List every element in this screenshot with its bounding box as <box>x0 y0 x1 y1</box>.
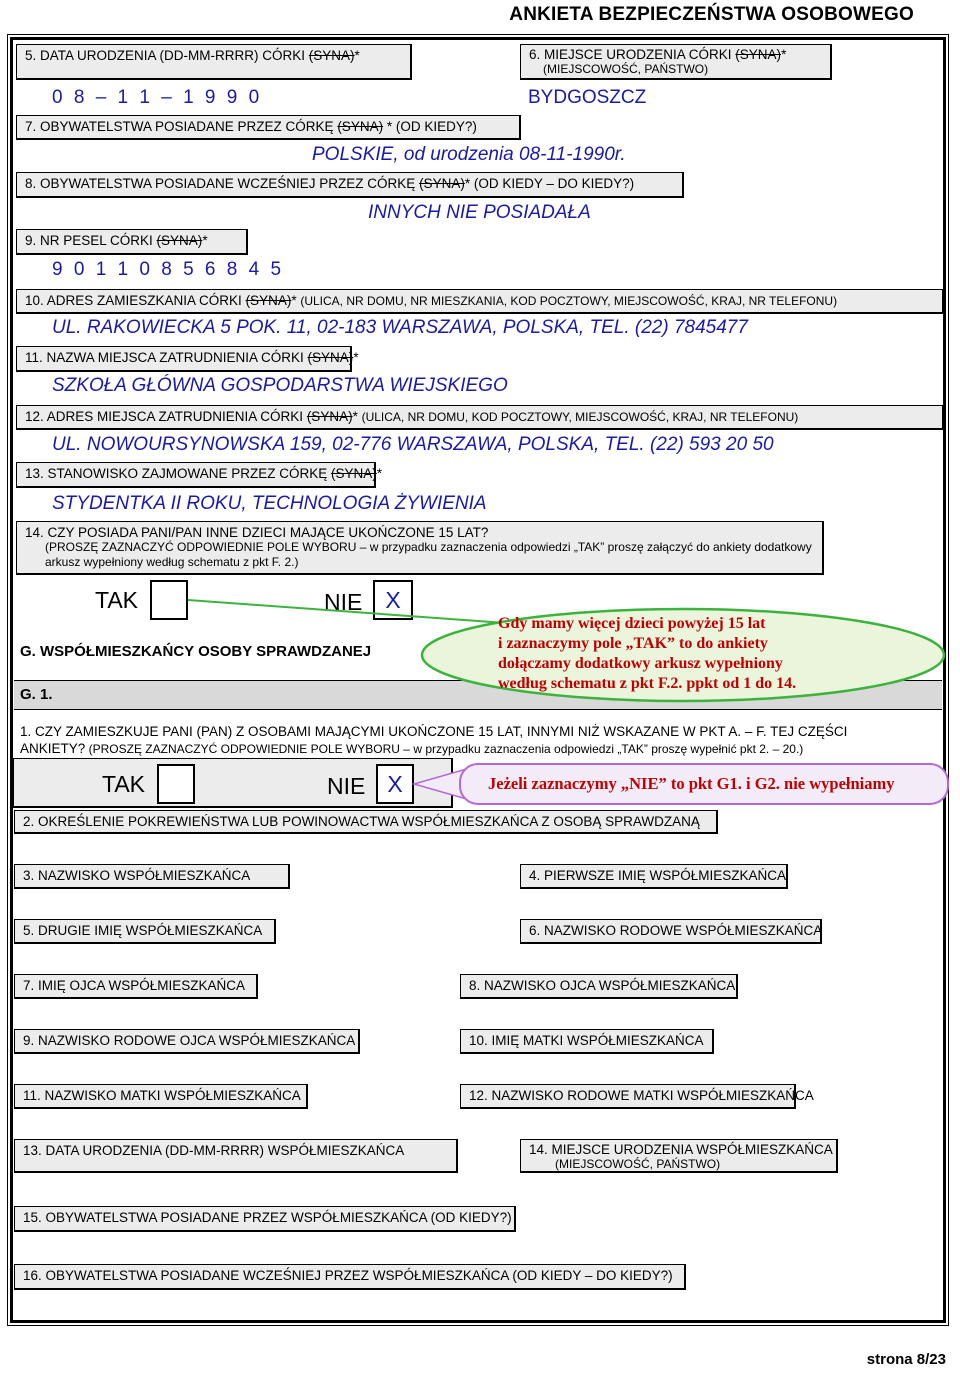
field-label-employer-address: 12. ADRES MIEJSCA ZATRUDNIENIA CÓRKI (SYNA)* (ULICA, NR DOMU, KOD POCZTOWY, MIEJSCOWOŚĆ, KRAJ, NR TELEFONU) <box>16 405 944 430</box>
birth-place-value[interactable]: BYDGOSZCZ <box>528 87 647 108</box>
field-label-pesel: 9. NR PESEL CÓRKI (SYNA)* <box>16 229 248 255</box>
field-label-father-surname[interactable]: 8. NAZWISKO OJCA WSPÓŁMIESZKAŃCA <box>460 974 738 999</box>
field-label-birth-place: 6. MIEJSCE URODZENIA CÓRKI (SYNA)* (MIEJSCOWOŚĆ, PAŃSTWO) <box>520 44 832 80</box>
field-label-home-address: 10. ADRES ZAMIESZKANIA CÓRKI (SYNA)* (ULICA, NR DOMU, NR MIESZKANIA, KOD POCZTOWY, MIEJSCOWOŚĆ, KRAJ, NR TELEFONU) <box>16 289 944 314</box>
cohabitants-no-checkbox[interactable]: X <box>376 764 414 804</box>
field-label-other-children: 14. CZY POSIADA PANI/PAN INNE DZIECI MAJĄCE UKOŃCZONE 15 LAT? (PROSZĘ ZAZNACZYĆ ODPOWIEDNIE POLE WYBORU – w przypadku zaznaczenia odpowiedzi „TAK” proszę załączyć do ankiety dodatkowy arkusz wypełniony według schematu z pkt F. 2.) <box>16 521 824 575</box>
cohabitants-question: 1. CZY ZAMIESZKUJE PANI (PAN) Z OSOBAMI MAJĄCYMI UKOŃCZONE 15 LAT, INNYMI NIŻ WSKAZANE W PKT A. – F. TEJ CZĘŚCI ANKIETY? (PROSZĘ ZAZNACZYĆ ODPOWIEDNIE POLE WYBORU – w przypadku zaznaczenia odpowiedzi „TAK” proszę wypełnić pkt 2. – 20.) <box>20 724 848 756</box>
field-label-employer-name: 11. NAZWA MIEJSCA ZATRUDNIENIA CÓRKI (SYNA)* <box>16 346 352 372</box>
other-children-no-label: NIE <box>324 589 363 615</box>
field-label-cohabitant-surname[interactable]: 3. NAZWISKO WSPÓŁMIESZKAŃCA <box>14 864 290 889</box>
employer-address-value[interactable]: UL. NOWOURSYNOWSKA 159, 02-776 WARSZAWA, POLSKA, TEL. (22) 593 20 50 <box>52 434 774 455</box>
citizenship-value[interactable]: POLSKIE, od urodzenia 08-11-1990r. <box>312 144 626 165</box>
field-label-mother-maiden-name[interactable]: 12. NAZWISKO RODOWE MATKI WSPÓŁMIESZKAŃCA <box>460 1084 796 1109</box>
field-label-cohabitant-first-name[interactable]: 4. PIERWSZE IMIĘ WSPÓŁMIESZKAŃCA <box>520 864 788 889</box>
previous-citizenship-value[interactable]: INNYCH NIE POSIADAŁA <box>368 202 591 223</box>
pesel-value[interactable]: 9 0 1 1 0 8 5 6 8 4 5 <box>52 259 285 280</box>
field-label-birth-date: 5. DATA URODZENIA (DD-MM-RRRR) CÓRKI (SYNA)* <box>16 44 412 80</box>
birth-date-value[interactable]: 0 8 – 1 1 – 1 9 9 0 <box>52 87 263 108</box>
field-label-cohabitant-maiden-name[interactable]: 6. NAZWISKO RODOWE WSPÓŁMIESZKAŃCA <box>520 919 822 944</box>
field-label-father-first-name[interactable]: 7. IMIĘ OJCA WSPÓŁMIESZKAŃCA <box>14 974 258 999</box>
field-label-citizenship: 7. OBYWATELSTWA POSIADANE PRZEZ CÓRKĘ (SYNA) * (OD KIEDY?) <box>16 115 521 140</box>
page-number: strona 8/23 <box>866 1351 946 1368</box>
other-children-yes-label: TAK <box>95 587 139 613</box>
field-label-father-maiden-name[interactable]: 9. NAZWISKO RODOWE OJCA WSPÓŁMIESZKAŃCA <box>14 1029 360 1054</box>
field-label-cohabitant-birth-place[interactable]: 14. MIEJSCE URODZENIA WSPÓŁMIESZKAŃCA (MIEJSCOWOŚĆ, PAŃSTWO) <box>520 1139 838 1173</box>
field-label-cohabitant-second-name[interactable]: 5. DRUGIE IMIĘ WSPÓŁMIESZKAŃCA <box>14 919 276 944</box>
field-label-cohabitant-previous-citizenship[interactable]: 16. OBYWATELSTWA POSIADANE WCZEŚNIEJ PRZEZ WSPÓŁMIESZKAŃCA (OD KIEDY – DO KIEDY?) <box>14 1264 686 1290</box>
home-address-value[interactable]: UL. RAKOWIECKA 5 POK. 11, 02-183 WARSZAWA, POLSKA, TEL. (22) 7845477 <box>52 317 748 338</box>
cohabitants-no-label: NIE <box>327 773 366 799</box>
field-label-mother-first-name[interactable]: 10. IMIĘ MATKI WSPÓŁMIESZKAŃCA <box>460 1029 714 1054</box>
field-label-position: 13. STANOWISKO ZAJMOWANE PRZEZ CÓRKĘ (SYNA)* <box>16 462 376 488</box>
callout-1-pointer <box>188 600 520 624</box>
field-label-cohabitant-birth-date[interactable]: 13. DATA URODZENIA (DD-MM-RRRR) WSPÓŁMIESZKAŃCA <box>14 1139 458 1173</box>
form-title: ANKIETA BEZPIECZEŃSTWA OSOBOWEGO <box>509 4 914 25</box>
section-g-title: G. WSPÓŁMIESZKAŃCY OSOBY SPRAWDZANEJ <box>20 643 372 660</box>
employer-name-value[interactable]: SZKOŁA GŁÓWNA GOSPODARSTWA WIEJSKIEGO <box>52 375 508 396</box>
position-value[interactable]: STYDENTKA II ROKU, TECHNOLOGIA ŻYWIENIA <box>52 493 487 514</box>
cohabitants-yes-label: TAK <box>102 771 146 797</box>
callout-2-text: Jeżeli zaznaczymy „NIE” to pkt G1. i G2. nie wypełniamy <box>488 774 895 793</box>
field-label-cohabitant-citizenship[interactable]: 15. OBYWATELSTWA POSIADANE PRZEZ WSPÓŁMIESZKAŃCA (OD KIEDY?) <box>14 1206 516 1232</box>
field-label-relationship[interactable]: 2. OKREŚLENIE POKREWIEŃSTWA LUB POWINOWACTWA WSPÓŁMIESZKAŃCA Z OSOBĄ SPRAWDZANĄ <box>14 810 718 834</box>
callout-1-text: Gdy mamy więcej dzieci powyżej 15 lat i zaznaczymy pole „TAK” to do ankiety dołączamy dodatkowy arkusz wypełniony według schematu z pkt F.2. ppkt od 1 do 14. <box>498 615 797 692</box>
other-children-no-checkbox[interactable]: X <box>373 580 413 620</box>
field-label-mother-surname[interactable]: 11. NAZWISKO MATKI WSPÓŁMIESZKAŃCA <box>14 1084 308 1109</box>
field-label-previous-citizenship: 8. OBYWATELSTWA POSIADANE WCZEŚNIEJ PRZEZ CÓRKĘ (SYNA)* (OD KIEDY – DO KIEDY?) <box>16 172 684 198</box>
section-g1-label: G. 1. <box>20 686 53 703</box>
